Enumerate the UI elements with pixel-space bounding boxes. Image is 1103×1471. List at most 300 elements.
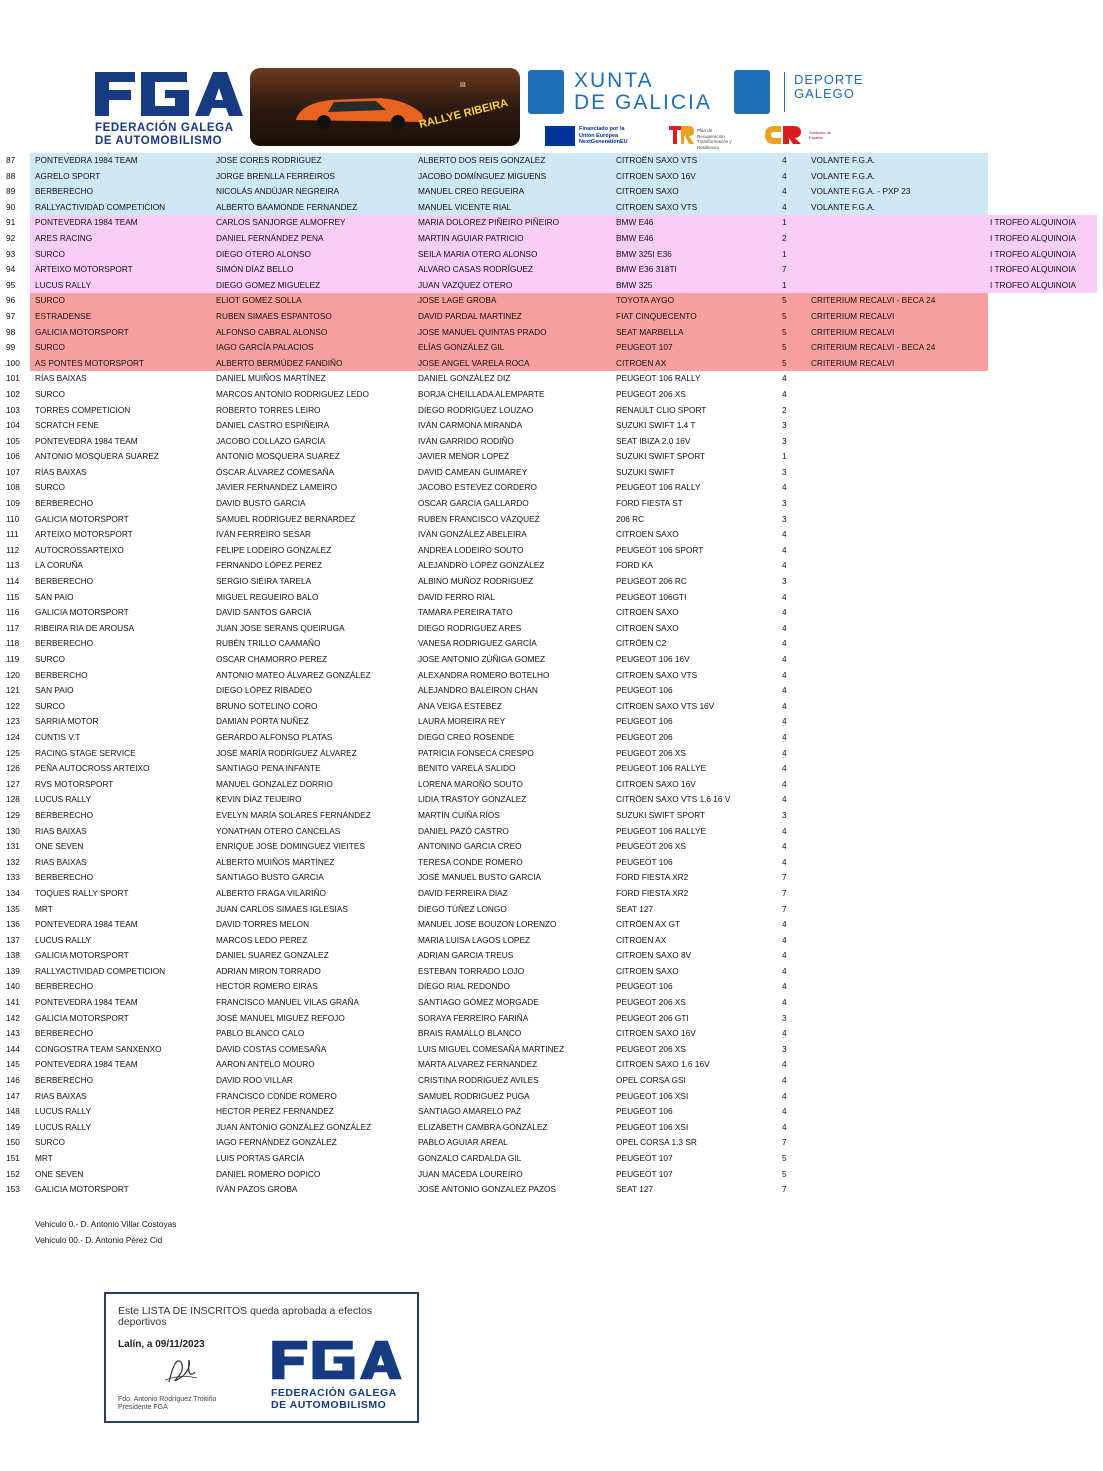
car-model: RENAULT CLIO SPORT bbox=[616, 404, 707, 415]
entrant-team: RIAS BAIXAS bbox=[35, 856, 87, 867]
codriver-name: DIEGO CREO ROSENDE bbox=[418, 731, 515, 742]
entrant-team: RÍAS BAIXAS bbox=[35, 466, 87, 477]
entrant-team: BERBERECHO bbox=[35, 809, 94, 820]
driver-name: FRANCISCO MANUEL VILAS GRAÑA bbox=[216, 997, 360, 1008]
car-class: 4 bbox=[782, 388, 787, 399]
car-model: CITROEN SAXO bbox=[616, 965, 679, 976]
driver-name: JOSÉ MANUEL MIGUEZ REFOJO bbox=[216, 1012, 345, 1023]
codriver-name: ELÍAS GONZÁLEZ GIL bbox=[418, 342, 505, 353]
table-row bbox=[0, 1073, 1103, 1089]
car-class: 3 bbox=[782, 466, 787, 477]
car-model: CITROEN AX bbox=[616, 934, 667, 945]
car-class: 4 bbox=[782, 965, 787, 976]
entry-number: 151 bbox=[6, 1153, 20, 1163]
codriver-name: SAMUEL RODRIGUEZ PUGA bbox=[418, 1090, 530, 1101]
car-class: 4 bbox=[782, 841, 787, 852]
car-model: BMW E46 bbox=[616, 217, 654, 228]
car-class: 4 bbox=[782, 1059, 787, 1070]
codriver-name: JOSÉ MANUEL BUSTO GARCIA bbox=[418, 872, 542, 883]
car-model: PEUGEOT 106 bbox=[616, 856, 673, 867]
car-class: 4 bbox=[782, 981, 787, 992]
stamp-fga-logo-mark bbox=[271, 1339, 403, 1381]
table-row bbox=[0, 1104, 1103, 1120]
car-model: PEUGEOT 106 RALLY bbox=[616, 373, 701, 384]
codriver-name: MARIA DOLOREZ PIÑEIRO PIÑEIRO bbox=[418, 217, 560, 228]
table-row bbox=[0, 995, 1103, 1011]
car-model: PEUGEOT 106 SPORT bbox=[616, 544, 704, 555]
driver-name: JAVIER FERNANDEZ LAMEIRO bbox=[216, 482, 338, 493]
car-model: PEUGEOT 106 XSI bbox=[616, 1121, 689, 1132]
codriver-name: JAVIER MENOR LOPEZ bbox=[418, 451, 510, 462]
car-model: CITRÖEN SAXO VTS 1.6 16 V bbox=[616, 794, 731, 805]
driver-name: SANTIAGO PENA INFANTE bbox=[216, 763, 321, 774]
gobierno-logo-icon bbox=[761, 124, 805, 146]
entry-number: 121 bbox=[6, 685, 20, 696]
entrant-team: RÍAS BAIXAS bbox=[35, 373, 87, 384]
entry-number: 139 bbox=[6, 965, 20, 976]
car-model: PEUGEOT 106 RALLYE bbox=[616, 825, 707, 836]
car-class: 4 bbox=[782, 685, 787, 696]
codriver-name: JOSE LAGE GROBA bbox=[418, 295, 497, 306]
entry-number: 128 bbox=[6, 794, 20, 805]
entrant-team: ONE SEVEN bbox=[35, 841, 84, 852]
table-row bbox=[0, 262, 1103, 278]
table-row bbox=[0, 855, 1103, 871]
entry-number: 114 bbox=[6, 576, 20, 587]
table-row bbox=[0, 839, 1103, 855]
driver-name: DANIEL MUIÑOS MARTÍNEZ bbox=[216, 373, 326, 384]
table-row bbox=[0, 979, 1103, 995]
entry-number: 132 bbox=[6, 856, 20, 867]
table-row bbox=[0, 933, 1103, 949]
car-model: CITRÖEN AX GT bbox=[616, 919, 681, 930]
car-class: 3 bbox=[782, 420, 787, 431]
entrant-team: SCRATCH FENE bbox=[35, 420, 99, 431]
driver-name: KEVIN DÍAZ TEIJEIRO bbox=[216, 794, 302, 805]
driver-name: MARCOS LEDO PEREZ bbox=[216, 934, 308, 945]
codriver-name: SORAYA FERREIRO FARIÑA bbox=[418, 1012, 529, 1023]
codriver-name: ADRIAN GARCIA TREUS bbox=[418, 950, 514, 961]
entry-number: 113 bbox=[6, 560, 20, 571]
driver-name: RUBÉN TRILLO CAAMAÑO bbox=[216, 638, 321, 649]
entry-number: 117 bbox=[6, 622, 20, 633]
entry-number: 137 bbox=[6, 934, 20, 945]
entry-number: 150 bbox=[6, 1137, 20, 1148]
car-model: CITROEN SAXO 16V bbox=[616, 1028, 696, 1039]
driver-name: SIMÓN DÍAZ BELLO bbox=[216, 264, 294, 275]
entry-number: 118 bbox=[6, 638, 20, 649]
table-row bbox=[0, 293, 1103, 309]
codriver-name: JOSE MANUEL QUINTAS PRADO bbox=[418, 326, 547, 337]
car-class: 1 bbox=[782, 248, 787, 259]
driver-name: EVELYN MARÍA SOLARES FERNÁNDEZ bbox=[216, 809, 371, 820]
driver-name: ANTONIO MOSQUERA SUAREZ bbox=[216, 451, 340, 462]
car-model: CITROEN SAXO bbox=[616, 186, 679, 197]
codriver-name: JOSE ANGEL VARELA ROCA bbox=[418, 357, 530, 368]
car-class: 7 bbox=[782, 1137, 787, 1148]
table-row bbox=[0, 761, 1103, 777]
entry-number: 138 bbox=[6, 950, 20, 961]
entrant-team: BERBERECHO bbox=[35, 576, 94, 587]
entrant-team: ARES RACING bbox=[35, 232, 93, 243]
car-model: FORD KA bbox=[616, 560, 653, 571]
funding-logos bbox=[545, 124, 845, 148]
table-row bbox=[0, 808, 1103, 824]
car-model: PEUGEOT 106 bbox=[616, 981, 673, 992]
codriver-name: BORJA CHEILLADA ALEMPARTE bbox=[418, 388, 545, 399]
car-class: 7 bbox=[782, 903, 787, 914]
car-model: PEUGEOT 106 RALLYE bbox=[616, 763, 707, 774]
entry-number: 100 bbox=[6, 357, 20, 368]
entrant-team: RVS MOTORSPORT bbox=[35, 778, 114, 789]
car-class: 4 bbox=[782, 1090, 787, 1101]
car-model: FORD FIESTA XR2 bbox=[616, 887, 689, 898]
car-class: 4 bbox=[782, 1106, 787, 1117]
entrant-team: RIAS BAIXAS bbox=[35, 825, 87, 836]
driver-name: DIEGO GOMEZ MIGUELEZ bbox=[216, 279, 321, 290]
car-class: 3 bbox=[782, 809, 787, 820]
poster-edition: III bbox=[460, 82, 466, 89]
table-row bbox=[0, 746, 1103, 762]
entrant-team: LUCUS RALLY bbox=[35, 794, 92, 805]
table-row bbox=[0, 200, 1103, 216]
car-class: 1 bbox=[782, 217, 787, 228]
entrant-team: SURCO bbox=[35, 654, 65, 664]
car-model: OPEL CORSA 1.3 SR bbox=[616, 1137, 697, 1148]
signer-name bbox=[118, 1396, 216, 1412]
car-model: PEUGEOT 206 XS bbox=[616, 1043, 686, 1054]
driver-name: FRANCISCO CONDE ROMERO bbox=[216, 1090, 337, 1101]
table-row bbox=[0, 668, 1103, 684]
entrant-team: ESTRADENSE bbox=[35, 310, 92, 321]
entry-number: 148 bbox=[6, 1106, 20, 1117]
car-class: 5 bbox=[782, 357, 787, 368]
table-row bbox=[0, 278, 1103, 294]
driver-name: JOSÉ MARÍA RODRÍGUEZ ÁLVAREZ bbox=[216, 747, 357, 758]
entry-number: 97 bbox=[6, 310, 16, 321]
entry-number: 125 bbox=[6, 747, 20, 758]
car-model: SEAT MARBELLA bbox=[616, 326, 684, 337]
car-class: 5 bbox=[782, 310, 787, 321]
car-class: 4 bbox=[782, 560, 787, 571]
table-row bbox=[0, 1151, 1103, 1167]
entrant-team: BERBERECHO bbox=[35, 638, 94, 649]
table-row bbox=[0, 403, 1103, 419]
driver-name: ADRIAN MIRON TORRADO bbox=[216, 965, 321, 976]
driver-name: SAMUEL RODRÍGUEZ BERNARDEZ bbox=[216, 513, 356, 524]
entrant-team: AS PONTES MOTORSPORT bbox=[35, 357, 144, 368]
entrant-team: SAN PAIO bbox=[35, 685, 74, 696]
car-model: CITROEN SAXO 16V bbox=[616, 170, 696, 181]
driver-name: CARLOS SANJORGE ALMOFREY bbox=[216, 217, 346, 228]
entry-number: 108 bbox=[6, 482, 20, 493]
table-row bbox=[0, 465, 1103, 481]
codriver-name: OSCAR GARCIA GALLARDO bbox=[418, 498, 529, 509]
car-model: CITRÖEN C2 bbox=[616, 638, 667, 649]
codriver-name: MARIA LUISA LAGOS LOPEZ bbox=[418, 934, 531, 945]
codriver-name: ANA VEIGA ESTEBEZ bbox=[418, 700, 502, 711]
entry-number: 153 bbox=[6, 1184, 20, 1195]
trophy-entry: I TROFEO ALQUINOIA bbox=[990, 248, 1077, 259]
driver-name: ALFONSO CABRAL ALONSO bbox=[216, 326, 328, 337]
codriver-name: JUAN VAZQUEZ OTERO bbox=[418, 279, 513, 290]
driver-name: BRUNO SOTELINO CORO bbox=[216, 700, 318, 711]
codriver-name: ESTEBAN TORRADO LOJO bbox=[418, 965, 525, 976]
car-model: PEUGEOT 206 XS bbox=[616, 747, 686, 758]
entrant-team: RALLYACTIVIDAD COMPETICION bbox=[35, 201, 166, 212]
table-row bbox=[0, 480, 1103, 496]
entry-number: 142 bbox=[6, 1012, 20, 1023]
entry-number: 112 bbox=[6, 544, 20, 555]
entry-number: 107 bbox=[6, 466, 20, 477]
codriver-name: DIEGO TÚÑEZ LONGO bbox=[418, 903, 507, 914]
car-class: 4 bbox=[782, 544, 787, 555]
entrant-team: CONGOSTRA TEAM SANXENXO bbox=[35, 1043, 162, 1054]
table-row bbox=[0, 1057, 1103, 1073]
driver-name: JUAN CARLOS SIMAES IGLESIAS bbox=[216, 903, 348, 914]
car-model: BMW 325I E36 bbox=[616, 248, 672, 259]
table-row bbox=[0, 636, 1103, 652]
table-row bbox=[0, 325, 1103, 341]
codriver-name: BRAIS RAMALLO BLANCO bbox=[418, 1028, 522, 1039]
approval-stamp bbox=[104, 1292, 419, 1423]
entry-number: 127 bbox=[6, 778, 20, 789]
table-row bbox=[0, 590, 1103, 606]
entrant-team: MRT bbox=[35, 1153, 53, 1163]
table-row bbox=[0, 730, 1103, 746]
entry-number: 111 bbox=[6, 529, 19, 540]
codriver-name: DIEGO RIAL REDONDO bbox=[418, 981, 510, 992]
car-model: SUZUKI SWIFT SPORT bbox=[616, 451, 706, 462]
driver-name: DANIEL SUAREZ GONZALEZ bbox=[216, 950, 329, 961]
codriver-name: JUAN MACEDA LOUREIRO bbox=[418, 1168, 523, 1179]
cup-entry: CRITERIUM RECALVI bbox=[811, 326, 895, 337]
codriver-name: TAMARA PEREIRA TATO bbox=[418, 607, 513, 618]
codriver-name: ANTONINO GARCIA CREO bbox=[418, 841, 522, 852]
entry-number: 124 bbox=[6, 731, 20, 742]
codriver-name: DAVID CAMEAN GUIMAREY bbox=[418, 466, 528, 477]
signer-line2: Presidente FGA bbox=[118, 1404, 168, 1411]
trophy-entry: I TROFEO ALQUINOIA bbox=[990, 279, 1077, 290]
entry-number: 91 bbox=[6, 217, 16, 228]
codriver-name: PATRICIA FONSECA CRESPO bbox=[418, 747, 534, 758]
car-class: 4 bbox=[782, 1028, 787, 1039]
car-class: 5 bbox=[782, 342, 787, 353]
driver-name: DANIEL ROMERO DOPICO bbox=[216, 1168, 321, 1179]
codriver-name: MARTA ALVAREZ FERNANDEZ bbox=[418, 1059, 538, 1070]
car-model: SEAT 127 bbox=[616, 1184, 654, 1195]
codriver-name: SANTIAGO AMARELO PAZ bbox=[418, 1106, 522, 1117]
codriver-name: IVÁN GARRIDO RODIÑO bbox=[418, 435, 514, 446]
gobierno-text: Gobierno de España bbox=[809, 130, 832, 140]
table-row bbox=[0, 1026, 1103, 1042]
fga-org-line2: DE AUTOMOBILISMO bbox=[95, 135, 223, 147]
entry-number: 143 bbox=[6, 1028, 20, 1039]
codriver-name: ALEJANDRO LÓPEZ GONZÁLEZ bbox=[418, 560, 545, 571]
driver-name: MIGUEL REGUEIRO BALO bbox=[216, 591, 319, 602]
driver-name: MARCOS ANTONIO RODRIGUEZ LEDO bbox=[216, 388, 369, 399]
entrant-team: SURCO bbox=[35, 700, 65, 711]
entry-number: 134 bbox=[6, 887, 20, 898]
entry-number: 101 bbox=[6, 373, 20, 384]
car-class: 3 bbox=[782, 1012, 787, 1023]
driver-name: JUAN ANTONIO GONZÁLEZ GONZÁLEZ bbox=[216, 1121, 372, 1132]
car-model: PEUGEOT 106 bbox=[616, 685, 673, 696]
xunta-line2: DE GALICIA bbox=[574, 91, 712, 114]
entrant-team: SURCO bbox=[35, 1137, 65, 1148]
driver-name: OSCAR CHAMORRO PEREZ bbox=[216, 654, 328, 664]
codriver-name: MARTIN AGUIAR PATRICIO bbox=[418, 232, 524, 243]
entry-number: 147 bbox=[6, 1090, 20, 1101]
codriver-name: PABLO AGUIAR AREAL bbox=[418, 1137, 508, 1148]
driver-name: SANTIAGO BUSTO GARCIA bbox=[216, 872, 324, 883]
car-class: 4 bbox=[782, 731, 787, 742]
fga-org-line1: FEDERACIÓN GALEGA bbox=[95, 122, 234, 134]
table-row bbox=[0, 558, 1103, 574]
car-class: 7 bbox=[782, 887, 787, 898]
entrant-team: GALICIA MOTORSPORT bbox=[35, 513, 129, 524]
car-model: PEUGEOT 206 XS bbox=[616, 997, 686, 1008]
table-row bbox=[0, 652, 1103, 668]
driver-name: HECTOR PEREZ FERNANDEZ bbox=[216, 1106, 334, 1117]
entrant-team: AGRELO SPORT bbox=[35, 170, 101, 181]
table-row bbox=[0, 434, 1103, 450]
driver-name: JORGE BRENLLA FERREIROS bbox=[216, 170, 335, 181]
car-class: 5 bbox=[782, 295, 787, 306]
table-row bbox=[0, 247, 1103, 263]
table-row bbox=[0, 371, 1103, 387]
entrant-team: LUCUS RALLY bbox=[35, 1106, 92, 1117]
entry-number: 115 bbox=[6, 591, 20, 602]
driver-name: ALBERTO MUIÑOS MARTÍNEZ bbox=[216, 856, 335, 867]
entrant-team: RIBEIRA RIA DE AROUSA bbox=[35, 622, 135, 633]
entry-number: 96 bbox=[6, 295, 16, 306]
car-model: PEUGEOT 106 bbox=[616, 716, 673, 727]
codriver-name: IVÁN CARMONA MIRANDA bbox=[418, 420, 523, 431]
deporte-separator bbox=[784, 72, 785, 112]
trophy-entry: I TROFEO ALQUINOIA bbox=[990, 217, 1077, 228]
car-class: 1 bbox=[782, 451, 787, 462]
car-class: 5 bbox=[782, 1153, 787, 1163]
entrant-team: BERBERCHO bbox=[35, 669, 88, 680]
codriver-name: RUBEN FRANCISCO VÁZQUEZ bbox=[418, 513, 540, 524]
xunta-line1: XUNTA bbox=[574, 69, 654, 92]
table-row bbox=[0, 574, 1103, 590]
signer-line1: Fdo. Antonio Rodríguez Troitiño bbox=[118, 1396, 217, 1403]
table-row bbox=[0, 215, 1103, 231]
codriver-name: DIEGO RODRIGUEZ LOUZAO bbox=[418, 404, 534, 415]
table-row bbox=[0, 340, 1103, 356]
codriver-name: GONZALO CARDALDA GIL bbox=[418, 1153, 522, 1163]
entrant-team: AUTOCROSSARTEIXO bbox=[35, 544, 124, 555]
codriver-name: LIDIA TRASTOY GONZÁLEZ bbox=[418, 794, 527, 805]
table-row bbox=[0, 605, 1103, 621]
document-header bbox=[0, 0, 1103, 152]
car-class: 3 bbox=[782, 498, 787, 509]
table-row bbox=[0, 184, 1103, 200]
codriver-name: TERESA CONDE ROMERO bbox=[418, 856, 523, 867]
driver-name: MANUEL GONZALEZ DORRIO bbox=[216, 778, 333, 789]
entrant-team: BERBERECHO bbox=[35, 981, 94, 992]
entrant-team: BERBERECHO bbox=[35, 498, 94, 509]
car-model: CITROEN SAXO VTS 16V bbox=[616, 700, 715, 711]
entrant-team: GALICIA MOTORSPORT bbox=[35, 950, 129, 961]
codriver-name: LORENA MAROÑO SOUTO bbox=[418, 778, 523, 789]
driver-name: DAMIAN PORTA NUÑEZ bbox=[216, 716, 309, 727]
table-row bbox=[0, 153, 1103, 169]
xunta-logo bbox=[528, 70, 728, 118]
driver-name: FERNANDO LÓPEZ PEREZ bbox=[216, 560, 323, 571]
car-class: 3 bbox=[782, 435, 787, 446]
table-row bbox=[0, 824, 1103, 840]
car-class: 4 bbox=[782, 700, 787, 711]
entry-number: 129 bbox=[6, 809, 20, 820]
entry-number: 122 bbox=[6, 700, 20, 711]
table-row bbox=[0, 387, 1103, 403]
codriver-name: DANIEL PAZÓ CASTRO bbox=[418, 825, 509, 836]
entry-number: 140 bbox=[6, 981, 20, 992]
driver-name: YONATHAN OTERO CANCELAS bbox=[216, 825, 341, 836]
entrant-team: TORRES COMPETICION bbox=[35, 404, 131, 415]
car-model: FORD FIESTA XR2 bbox=[616, 872, 689, 883]
entry-number: 88 bbox=[6, 170, 16, 181]
driver-name: AARON ANTELO MOURO bbox=[216, 1059, 315, 1070]
car-model: BMW E36 318TI bbox=[616, 264, 677, 275]
table-row bbox=[0, 309, 1103, 325]
codriver-name: MARTÍN CUIÑA RÍOS bbox=[418, 809, 500, 820]
entrant-team: BERBERECHO bbox=[35, 872, 94, 883]
stamp-fga-logo bbox=[271, 1339, 411, 1414]
trophy-entry: I TROFEO ALQUINOIA bbox=[990, 264, 1077, 275]
entry-number: 141 bbox=[6, 997, 20, 1008]
entry-number: 102 bbox=[6, 388, 20, 399]
driver-name: DIEGO OTERO ALONSO bbox=[216, 248, 311, 259]
codriver-name: DAVID PARDAL MARTINEZ bbox=[418, 310, 522, 321]
driver-name: IVÁN PAZOS GROBA bbox=[216, 1184, 298, 1195]
entry-number: 135 bbox=[6, 903, 20, 914]
driver-name: ALBERTO BERMÚDEZ FANDIÑO bbox=[216, 357, 343, 368]
entry-number: 95 bbox=[6, 279, 16, 290]
entry-number: 126 bbox=[6, 763, 20, 774]
codriver-name: JACOBO ESTEVEZ CORDERO bbox=[418, 482, 537, 493]
entry-number: 104 bbox=[6, 420, 20, 431]
entry-number: 133 bbox=[6, 872, 20, 883]
car-model: CITROEN SAXO bbox=[616, 529, 679, 540]
approval-date: Lalín, a 09/11/2023 bbox=[118, 1339, 205, 1350]
car-class: 3 bbox=[782, 576, 787, 587]
stamp-fga-text bbox=[271, 1387, 421, 1411]
car-model: SUZUKI SWIFT SPORT bbox=[616, 809, 706, 820]
entry-number: 136 bbox=[6, 919, 20, 930]
entry-number: 131 bbox=[6, 841, 20, 852]
driver-name: RUBEN SIMAES ESPANTOSO bbox=[216, 310, 332, 321]
driver-name: DANIEL CASTRO ESPIÑEIRA bbox=[216, 420, 330, 431]
driver-name: PABLO BLANCO CALO bbox=[216, 1028, 305, 1039]
table-row bbox=[0, 792, 1103, 808]
entrant-team: BERBERECHO bbox=[35, 186, 94, 197]
entrant-team: MRT bbox=[35, 903, 53, 914]
car-model: PEUGEOT 106 bbox=[616, 1106, 673, 1117]
codriver-name: JACOBO DOMÍNGUEZ MIGUENS bbox=[418, 170, 547, 181]
entrant-team: GALICIA MOTORSPORT bbox=[35, 1184, 129, 1195]
car-model: BMW 325 bbox=[616, 279, 653, 290]
entrant-team: ARTEIXO MOTORSPORT bbox=[35, 529, 133, 540]
codriver-name: ANDREA LODEIRO SOUTO bbox=[418, 544, 524, 555]
car-class: 5 bbox=[782, 1168, 787, 1179]
recovery-plan-text: Plan de Recuperación, Transformación y Resiliencia bbox=[697, 128, 732, 150]
codriver-name: MANUEL VICENTE RIAL bbox=[418, 201, 512, 212]
driver-name: JOSE CORES RODRIGUEZ bbox=[216, 155, 322, 165]
